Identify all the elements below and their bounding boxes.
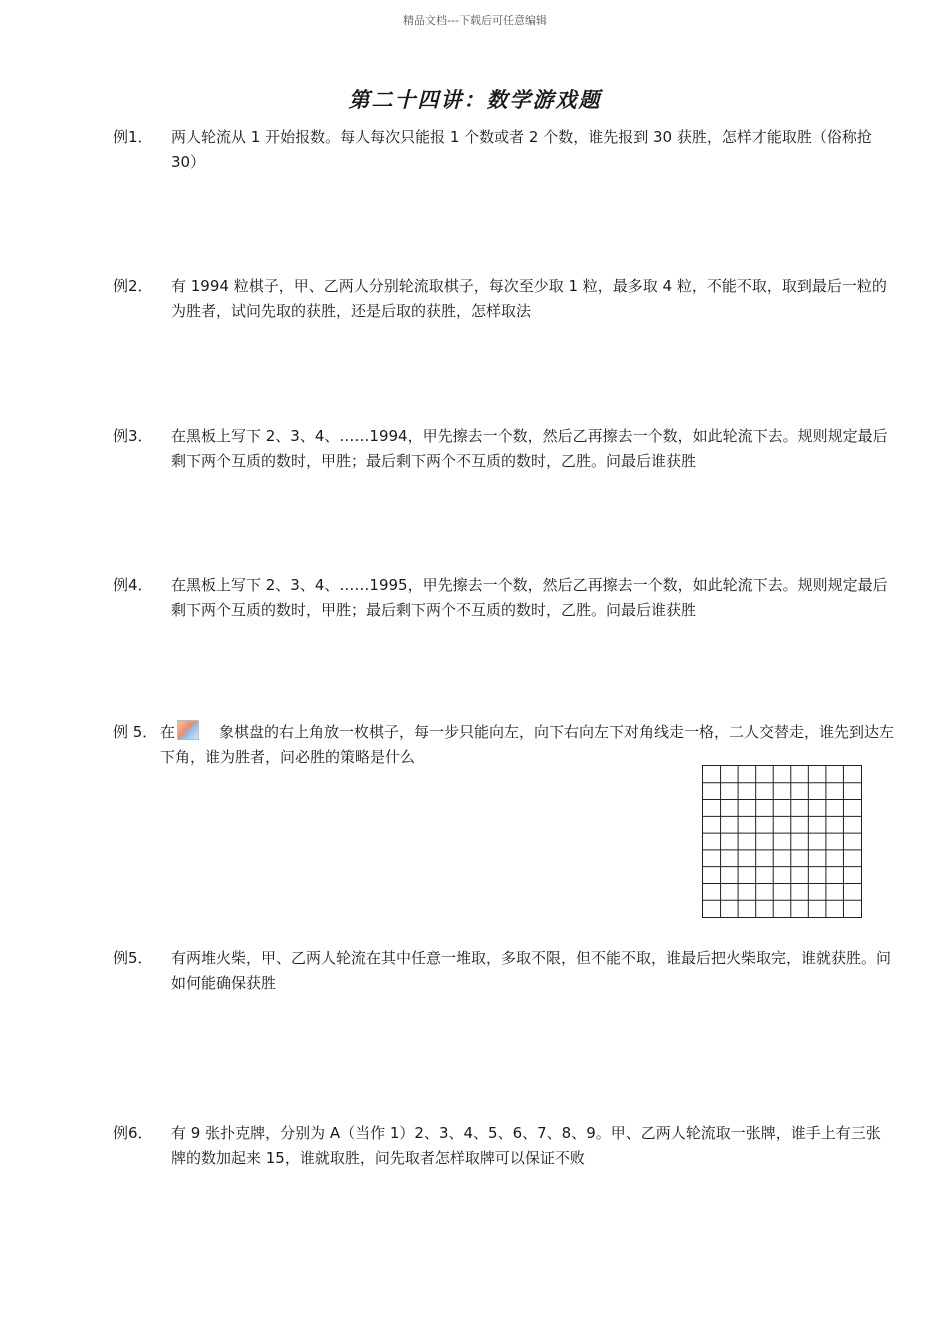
problem-text: 有两堆火柴，甲、乙两人轮流在其中任意一堆取，多取不限，但不能不取，谁最后把火柴取完，谁就获胜。问如何能确保获胜 xyxy=(171,949,892,992)
page-header: 精品文档---下载后可任意编辑 xyxy=(403,14,547,27)
problem-text: 在黑板上写下 2、3、4、……1995，甲先擦去一个数，然后乙再擦去一个数，如此轮流下去。规则规定最后剩下两个互质的数时，甲胜；最后剩下两个不互质的数时，乙胜。问最后谁获胜 xyxy=(171,576,888,619)
problem-label: 例6． xyxy=(113,1124,153,1142)
problem-label: 例5． xyxy=(113,949,153,967)
problem-text-after: 象棋盘的右上角放一枚棋子，每一步只能向左，向下右向左下对角线走一格，二人交替走，谁先到达左下角，谁为胜者，问必胜的策略是什么 xyxy=(160,723,895,766)
problem-text: 有 1994 粒棋子，甲、乙两人分别轮流取棋子，每次至少取 1 粒，最多取 4 粒，不能不取，取到最后一粒的为胜者，试问先取的获胜，还是后取的获胜，怎样取法 xyxy=(171,277,887,320)
chessboard-diagram xyxy=(702,765,862,918)
problem-label: 例2． xyxy=(113,277,153,295)
problem-label: 例3． xyxy=(113,427,153,445)
broken-image-icon xyxy=(177,720,199,740)
problem-label: 例4． xyxy=(113,576,153,594)
problem-text: 有 9 张扑克牌，分别为 A（当作 1）2、3、4、5、6、7、8、9。甲、乙两人轮流取一张牌，谁手上有三张牌的数加起来 15，谁就取胜，问先取者怎样取牌可以保证不败 xyxy=(171,1124,881,1167)
problem-text: 在黑板上写下 2、3、4、……1994，甲先擦去一个数，然后乙再擦去一个数，如此轮流下去。规则规定最后剩下两个互质的数时，甲胜；最后剩下两个不互质的数时，乙胜。问最后谁获胜 xyxy=(171,427,888,470)
problem-text xyxy=(160,720,895,770)
problem-text: 两人轮流从 1 开始报数。每人每次只能报 1 个数或者 2 个数，谁先报到 30 获胜，怎样才能取胜（俗称抢 30） xyxy=(171,128,872,171)
problem-label: 例 5． xyxy=(113,723,158,741)
page-title: 第二十四讲：数学游戏题 xyxy=(348,87,602,112)
problem-text-before: 在 xyxy=(160,723,176,741)
problem-label: 例1． xyxy=(113,128,153,146)
